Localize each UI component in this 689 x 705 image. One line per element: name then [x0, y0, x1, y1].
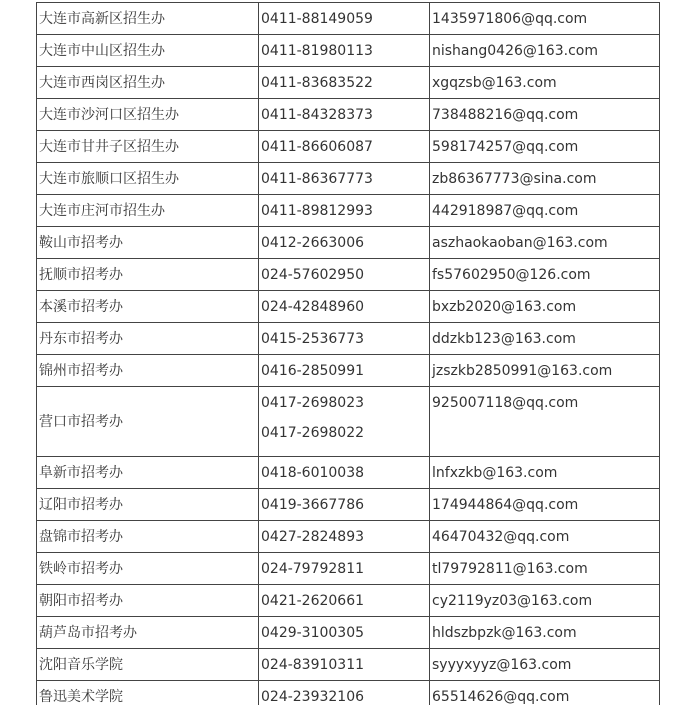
email-cell[interactable]: 174944864@qq.com [430, 489, 660, 521]
table-row [37, 681, 660, 705]
phone-cell: 0411-86367773 [259, 163, 430, 195]
phone-cell: 0411-88149059 [259, 3, 430, 35]
email-cell[interactable]: lnfxzkb@163.com [430, 457, 660, 489]
email-cell[interactable]: 442918987@qq.com [430, 195, 660, 227]
email-cell[interactable]: 46470432@qq.com [430, 521, 660, 553]
contacts-table [36, 2, 660, 705]
table-row [37, 489, 660, 521]
contacts-table-body [37, 3, 660, 705]
phone-cell [259, 387, 430, 457]
office-cell: 营口市招考办 [37, 387, 259, 457]
email-cell[interactable]: 925007118@qq.com [430, 387, 660, 457]
office-cell: 大连市高新区招生办 [37, 3, 259, 35]
office-cell: 鞍山市招考办 [37, 227, 259, 259]
office-cell: 沈阳音乐学院 [37, 649, 259, 681]
office-cell: 抚顺市招考办 [37, 259, 259, 291]
email-cell[interactable]: bxzb2020@163.com [430, 291, 660, 323]
email-cell[interactable]: tl79792811@163.com [430, 553, 660, 585]
office-cell: 大连市西岗区招生办 [37, 67, 259, 99]
table-row [37, 99, 660, 131]
table-row [37, 355, 660, 387]
email-cell[interactable]: ddzkb123@163.com [430, 323, 660, 355]
office-cell: 丹东市招考办 [37, 323, 259, 355]
table-row [37, 3, 660, 35]
office-cell: 大连市旅顺口区招生办 [37, 163, 259, 195]
email-cell[interactable]: cy2119yz03@163.com [430, 585, 660, 617]
phone-cell: 0418-6010038 [259, 457, 430, 489]
phone-cell: 024-79792811 [259, 553, 430, 585]
phone-line: 0417-2698022 [261, 425, 365, 441]
table-row [37, 553, 660, 585]
email-cell[interactable]: zb86367773@sina.com [430, 163, 660, 195]
table-row [37, 387, 660, 457]
office-cell: 大连市中山区招生办 [37, 35, 259, 67]
phone-cell: 0412-2663006 [259, 227, 430, 259]
email-cell[interactable]: 1435971806@qq.com [430, 3, 660, 35]
table-row [37, 291, 660, 323]
phone-cell: 0427-2824893 [259, 521, 430, 553]
email-cell[interactable]: 65514626@qq.com [430, 681, 660, 705]
table-row [37, 521, 660, 553]
table-row [37, 131, 660, 163]
email-cell[interactable]: jzszkb2850991@163.com [430, 355, 660, 387]
office-cell: 大连市沙河口区招生办 [37, 99, 259, 131]
office-cell: 大连市庄河市招生办 [37, 195, 259, 227]
office-cell: 阜新市招考办 [37, 457, 259, 489]
table-row [37, 457, 660, 489]
phone-cell: 0411-84328373 [259, 99, 430, 131]
table-row [37, 227, 660, 259]
office-cell: 葫芦岛市招考办 [37, 617, 259, 649]
phone-line: 0417-2698023 [261, 395, 365, 411]
table-row [37, 617, 660, 649]
office-cell: 铁岭市招考办 [37, 553, 259, 585]
table-row [37, 649, 660, 681]
office-cell: 本溪市招考办 [37, 291, 259, 323]
email-cell[interactable]: 598174257@qq.com [430, 131, 660, 163]
table-row [37, 195, 660, 227]
phone-cell: 0411-86606087 [259, 131, 430, 163]
email-cell[interactable]: aszhaokaoban@163.com [430, 227, 660, 259]
email-cell[interactable]: 738488216@qq.com [430, 99, 660, 131]
phone-cell: 024-57602950 [259, 259, 430, 291]
phone-cell: 0429-3100305 [259, 617, 430, 649]
table-row [37, 259, 660, 291]
table-row [37, 67, 660, 99]
table-row [37, 35, 660, 67]
email-cell[interactable]: hldszbpzk@163.com [430, 617, 660, 649]
phone-cell: 024-42848960 [259, 291, 430, 323]
email-cell[interactable]: nishang0426@163.com [430, 35, 660, 67]
office-cell: 盘锦市招考办 [37, 521, 259, 553]
phone-cell: 0411-81980113 [259, 35, 430, 67]
phone-cell: 0421-2620661 [259, 585, 430, 617]
office-cell: 朝阳市招考办 [37, 585, 259, 617]
phone-cell: 0416-2850991 [259, 355, 430, 387]
office-cell: 大连市甘井子区招生办 [37, 131, 259, 163]
phone-cell: 0415-2536773 [259, 323, 430, 355]
table-row [37, 163, 660, 195]
email-cell[interactable]: xgqzsb@163.com [430, 67, 660, 99]
email-cell[interactable]: fs57602950@126.com [430, 259, 660, 291]
phone-cell: 024-23932106 [259, 681, 430, 705]
phone-cell: 0411-83683522 [259, 67, 430, 99]
office-cell: 鲁迅美术学院 [37, 681, 259, 705]
email-cell[interactable]: syyyxyyz@163.com [430, 649, 660, 681]
office-cell: 辽阳市招考办 [37, 489, 259, 521]
phone-cell: 0411-89812993 [259, 195, 430, 227]
table-row [37, 585, 660, 617]
office-cell: 锦州市招考办 [37, 355, 259, 387]
table-row [37, 323, 660, 355]
phone-cell: 0419-3667786 [259, 489, 430, 521]
phone-cell: 024-83910311 [259, 649, 430, 681]
